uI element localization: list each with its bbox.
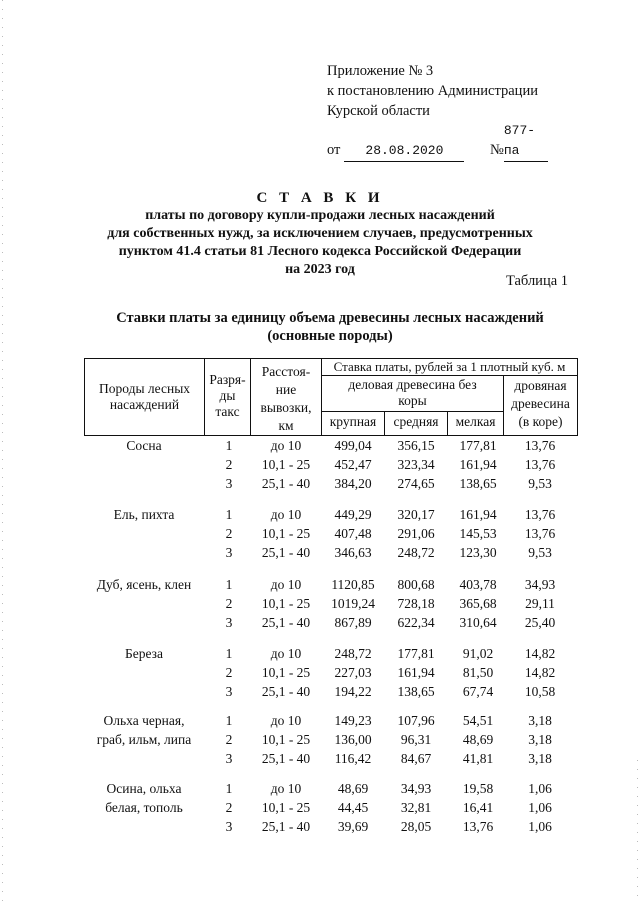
table-number: Таблица 1 [506, 273, 569, 289]
fuel-price-cell: 25,40 [524, 615, 556, 630]
fuel-price-cell: 14,82 [524, 646, 556, 661]
subtitle-line-2: для собственных нужд, за исключением случаев, предусмотренных [107, 226, 533, 241]
medium-price-cell: 161,94 [397, 665, 435, 680]
medium-price-cell: 274,65 [397, 476, 435, 491]
species-name: Дуб, ясень, клен [96, 577, 192, 592]
rank-cell: 1 [225, 507, 233, 522]
medium-price-cell: 320,17 [397, 507, 435, 522]
rank-cell: 3 [225, 545, 233, 560]
species-name: Осина, ольха [106, 781, 182, 796]
subtitle-line-4: на 2023 год [285, 262, 355, 277]
distance-cell: 25,1 - 40 [261, 819, 311, 834]
rank-cell: 3 [225, 615, 233, 630]
rank-cell: 3 [225, 684, 233, 699]
species-name: Береза [125, 646, 163, 661]
large-price-cell: 449,29 [334, 507, 372, 522]
subtitle-line-1: платы по договору купли-продажи лесных насаждений [145, 208, 495, 223]
small-price-cell: 161,94 [459, 507, 497, 522]
number-label: № [490, 142, 504, 158]
header-distance-line1: Расстоя- [261, 364, 311, 379]
large-price-cell: 452,47 [334, 457, 372, 472]
rank-cell: 2 [225, 800, 233, 815]
header-large: крупная [329, 414, 377, 429]
fuel-price-cell: 3,18 [528, 713, 552, 728]
small-price-cell: 81,50 [462, 665, 494, 680]
rank-cell: 3 [225, 476, 233, 491]
medium-price-cell: 107,96 [397, 713, 435, 728]
header-fuel-line1: дровяная [514, 378, 567, 393]
fuel-price-cell: 9,53 [528, 545, 552, 560]
species-name: граб, ильм, липа [96, 732, 192, 747]
small-price-cell: 41,81 [462, 751, 494, 766]
caption-line-2: (основные породы) [267, 328, 393, 344]
distance-cell: до 10 [270, 646, 302, 661]
fuel-price-cell: 1,06 [528, 781, 552, 796]
medium-price-cell: 34,93 [400, 781, 432, 796]
header-rank-line2: ды [219, 388, 236, 403]
fuel-price-cell: 13,76 [524, 507, 556, 522]
small-price-cell: 16,41 [462, 800, 494, 815]
header-distance-line2: ние [275, 382, 297, 397]
header-rank-line3: такс [215, 404, 240, 419]
rank-cell: 2 [225, 732, 233, 747]
rank-cell: 2 [225, 526, 233, 541]
medium-price-cell: 96,31 [400, 732, 432, 747]
rank-cell: 2 [225, 665, 233, 680]
fuel-price-cell: 9,53 [528, 476, 552, 491]
header-business-line2: коры [398, 393, 427, 408]
appendix-line-2: к постановлению Администрации [327, 83, 538, 99]
document-title: С Т А В К И [256, 190, 384, 206]
large-price-cell: 248,72 [334, 646, 372, 661]
medium-price-cell: 323,34 [397, 457, 435, 472]
appendix-line-3: Курской области [327, 103, 430, 119]
rank-cell: 1 [225, 781, 233, 796]
resolution-date: 28.08.2020 [344, 141, 464, 162]
header-small: мелкая [455, 414, 496, 429]
fuel-price-cell: 29,11 [525, 596, 555, 611]
large-price-cell: 1019,24 [331, 596, 375, 611]
small-price-cell: 310,64 [459, 615, 497, 630]
header-medium: средняя [393, 414, 439, 429]
distance-cell: 25,1 - 40 [261, 476, 311, 491]
rank-cell: 2 [225, 596, 233, 611]
small-price-cell: 67,74 [462, 684, 494, 699]
rank-cell: 1 [225, 438, 233, 453]
large-price-cell: 44,45 [337, 800, 369, 815]
medium-price-cell: 84,67 [400, 751, 432, 766]
distance-cell: 10,1 - 25 [261, 732, 311, 747]
rank-cell: 3 [225, 751, 233, 766]
medium-price-cell: 177,81 [397, 646, 435, 661]
distance-cell: 10,1 - 25 [261, 800, 311, 815]
large-price-cell: 346,63 [334, 545, 372, 560]
species-name: белая, тополь [105, 800, 183, 815]
large-price-cell: 407,48 [334, 526, 372, 541]
medium-price-cell: 800,68 [397, 577, 435, 592]
subtitle-line-3: пунктом 41.4 статьи 81 Лесного кодекса Российской Федерации [118, 244, 522, 259]
large-price-cell: 867,89 [334, 615, 372, 630]
fuel-price-cell: 34,93 [524, 577, 556, 592]
small-price-cell: 161,94 [459, 457, 497, 472]
fuel-price-cell: 13,76 [524, 457, 556, 472]
small-price-cell: 13,76 [462, 819, 494, 834]
from-label: от [327, 142, 341, 158]
small-price-cell: 145,53 [459, 526, 497, 541]
fuel-price-cell: 13,76 [524, 526, 556, 541]
rank-cell: 2 [225, 457, 233, 472]
distance-cell: 10,1 - 25 [261, 526, 311, 541]
medium-price-cell: 728,18 [397, 596, 435, 611]
header-distance-line4: км [278, 418, 294, 433]
rank-cell: 3 [225, 819, 233, 834]
distance-cell: 10,1 - 25 [261, 665, 311, 680]
header-business-line1: деловая древесина без [348, 377, 477, 392]
distance-cell: 10,1 - 25 [261, 596, 311, 611]
small-price-cell: 19,58 [462, 781, 494, 796]
small-price-cell: 54,51 [462, 713, 494, 728]
small-price-cell: 177,81 [459, 438, 497, 453]
distance-cell: 25,1 - 40 [261, 684, 311, 699]
species-name: Ольха черная, [103, 713, 185, 728]
small-price-cell: 48,69 [462, 732, 494, 747]
header-distance-line3: вывозки, [260, 400, 312, 415]
medium-price-cell: 356,15 [397, 438, 435, 453]
rank-cell: 1 [225, 713, 233, 728]
distance-cell: 10,1 - 25 [261, 457, 311, 472]
large-price-cell: 116,42 [334, 751, 372, 766]
caption-line-1: Ставки платы за единицу объема древесины лесных насаждений [116, 310, 544, 326]
header-fuel-line3: (в коре) [518, 414, 563, 429]
small-price-cell: 91,02 [462, 646, 494, 661]
fuel-price-cell: 1,06 [528, 819, 552, 834]
fuel-price-cell: 14,82 [524, 665, 556, 680]
distance-cell: до 10 [270, 507, 302, 522]
small-price-cell: 138,65 [459, 476, 497, 491]
medium-price-cell: 622,34 [397, 615, 435, 630]
distance-cell: 25,1 - 40 [261, 615, 311, 630]
rank-cell: 1 [225, 646, 233, 661]
medium-price-cell: 32,81 [400, 800, 432, 815]
medium-price-cell: 28,05 [400, 819, 432, 834]
large-price-cell: 194,22 [334, 684, 372, 699]
distance-cell: до 10 [270, 438, 302, 453]
large-price-cell: 48,69 [337, 781, 369, 796]
resolution-number: 877-па [504, 121, 548, 162]
small-price-cell: 403,78 [459, 577, 497, 592]
medium-price-cell: 138,65 [397, 684, 435, 699]
distance-cell: 25,1 - 40 [261, 545, 311, 560]
appendix-line-1: Приложение № 3 [327, 63, 434, 79]
species-name: Сосна [126, 438, 162, 453]
fuel-price-cell: 13,76 [524, 438, 556, 453]
header-rank-line1: Разря- [209, 372, 246, 387]
fuel-price-cell: 3,18 [528, 751, 552, 766]
large-price-cell: 1120,85 [331, 577, 375, 592]
small-price-cell: 123,30 [459, 545, 497, 560]
distance-cell: до 10 [270, 577, 302, 592]
large-price-cell: 384,20 [334, 476, 372, 491]
header-rate: Ставка платы, рублей за 1 плотный куб. м [333, 359, 566, 374]
header-fuel-line2: древесина [511, 396, 570, 411]
large-price-cell: 39,69 [337, 819, 369, 834]
large-price-cell: 227,03 [334, 665, 372, 680]
distance-cell: до 10 [270, 781, 302, 796]
small-price-cell: 365,68 [459, 596, 497, 611]
rank-cell: 1 [225, 577, 233, 592]
header-species-line2: насаждений [109, 397, 180, 412]
species-name: Ель, пихта [113, 507, 175, 522]
header-species-line1: Породы лесных [98, 381, 191, 396]
large-price-cell: 149,23 [334, 713, 372, 728]
distance-cell: 25,1 - 40 [261, 751, 311, 766]
medium-price-cell: 248,72 [397, 545, 435, 560]
fuel-price-cell: 10,58 [524, 684, 556, 699]
distance-cell: до 10 [270, 713, 302, 728]
medium-price-cell: 291,06 [397, 526, 435, 541]
fuel-price-cell: 1,06 [528, 800, 552, 815]
fuel-price-cell: 3,18 [528, 732, 552, 747]
large-price-cell: 136,00 [334, 732, 372, 747]
large-price-cell: 499,04 [334, 438, 372, 453]
